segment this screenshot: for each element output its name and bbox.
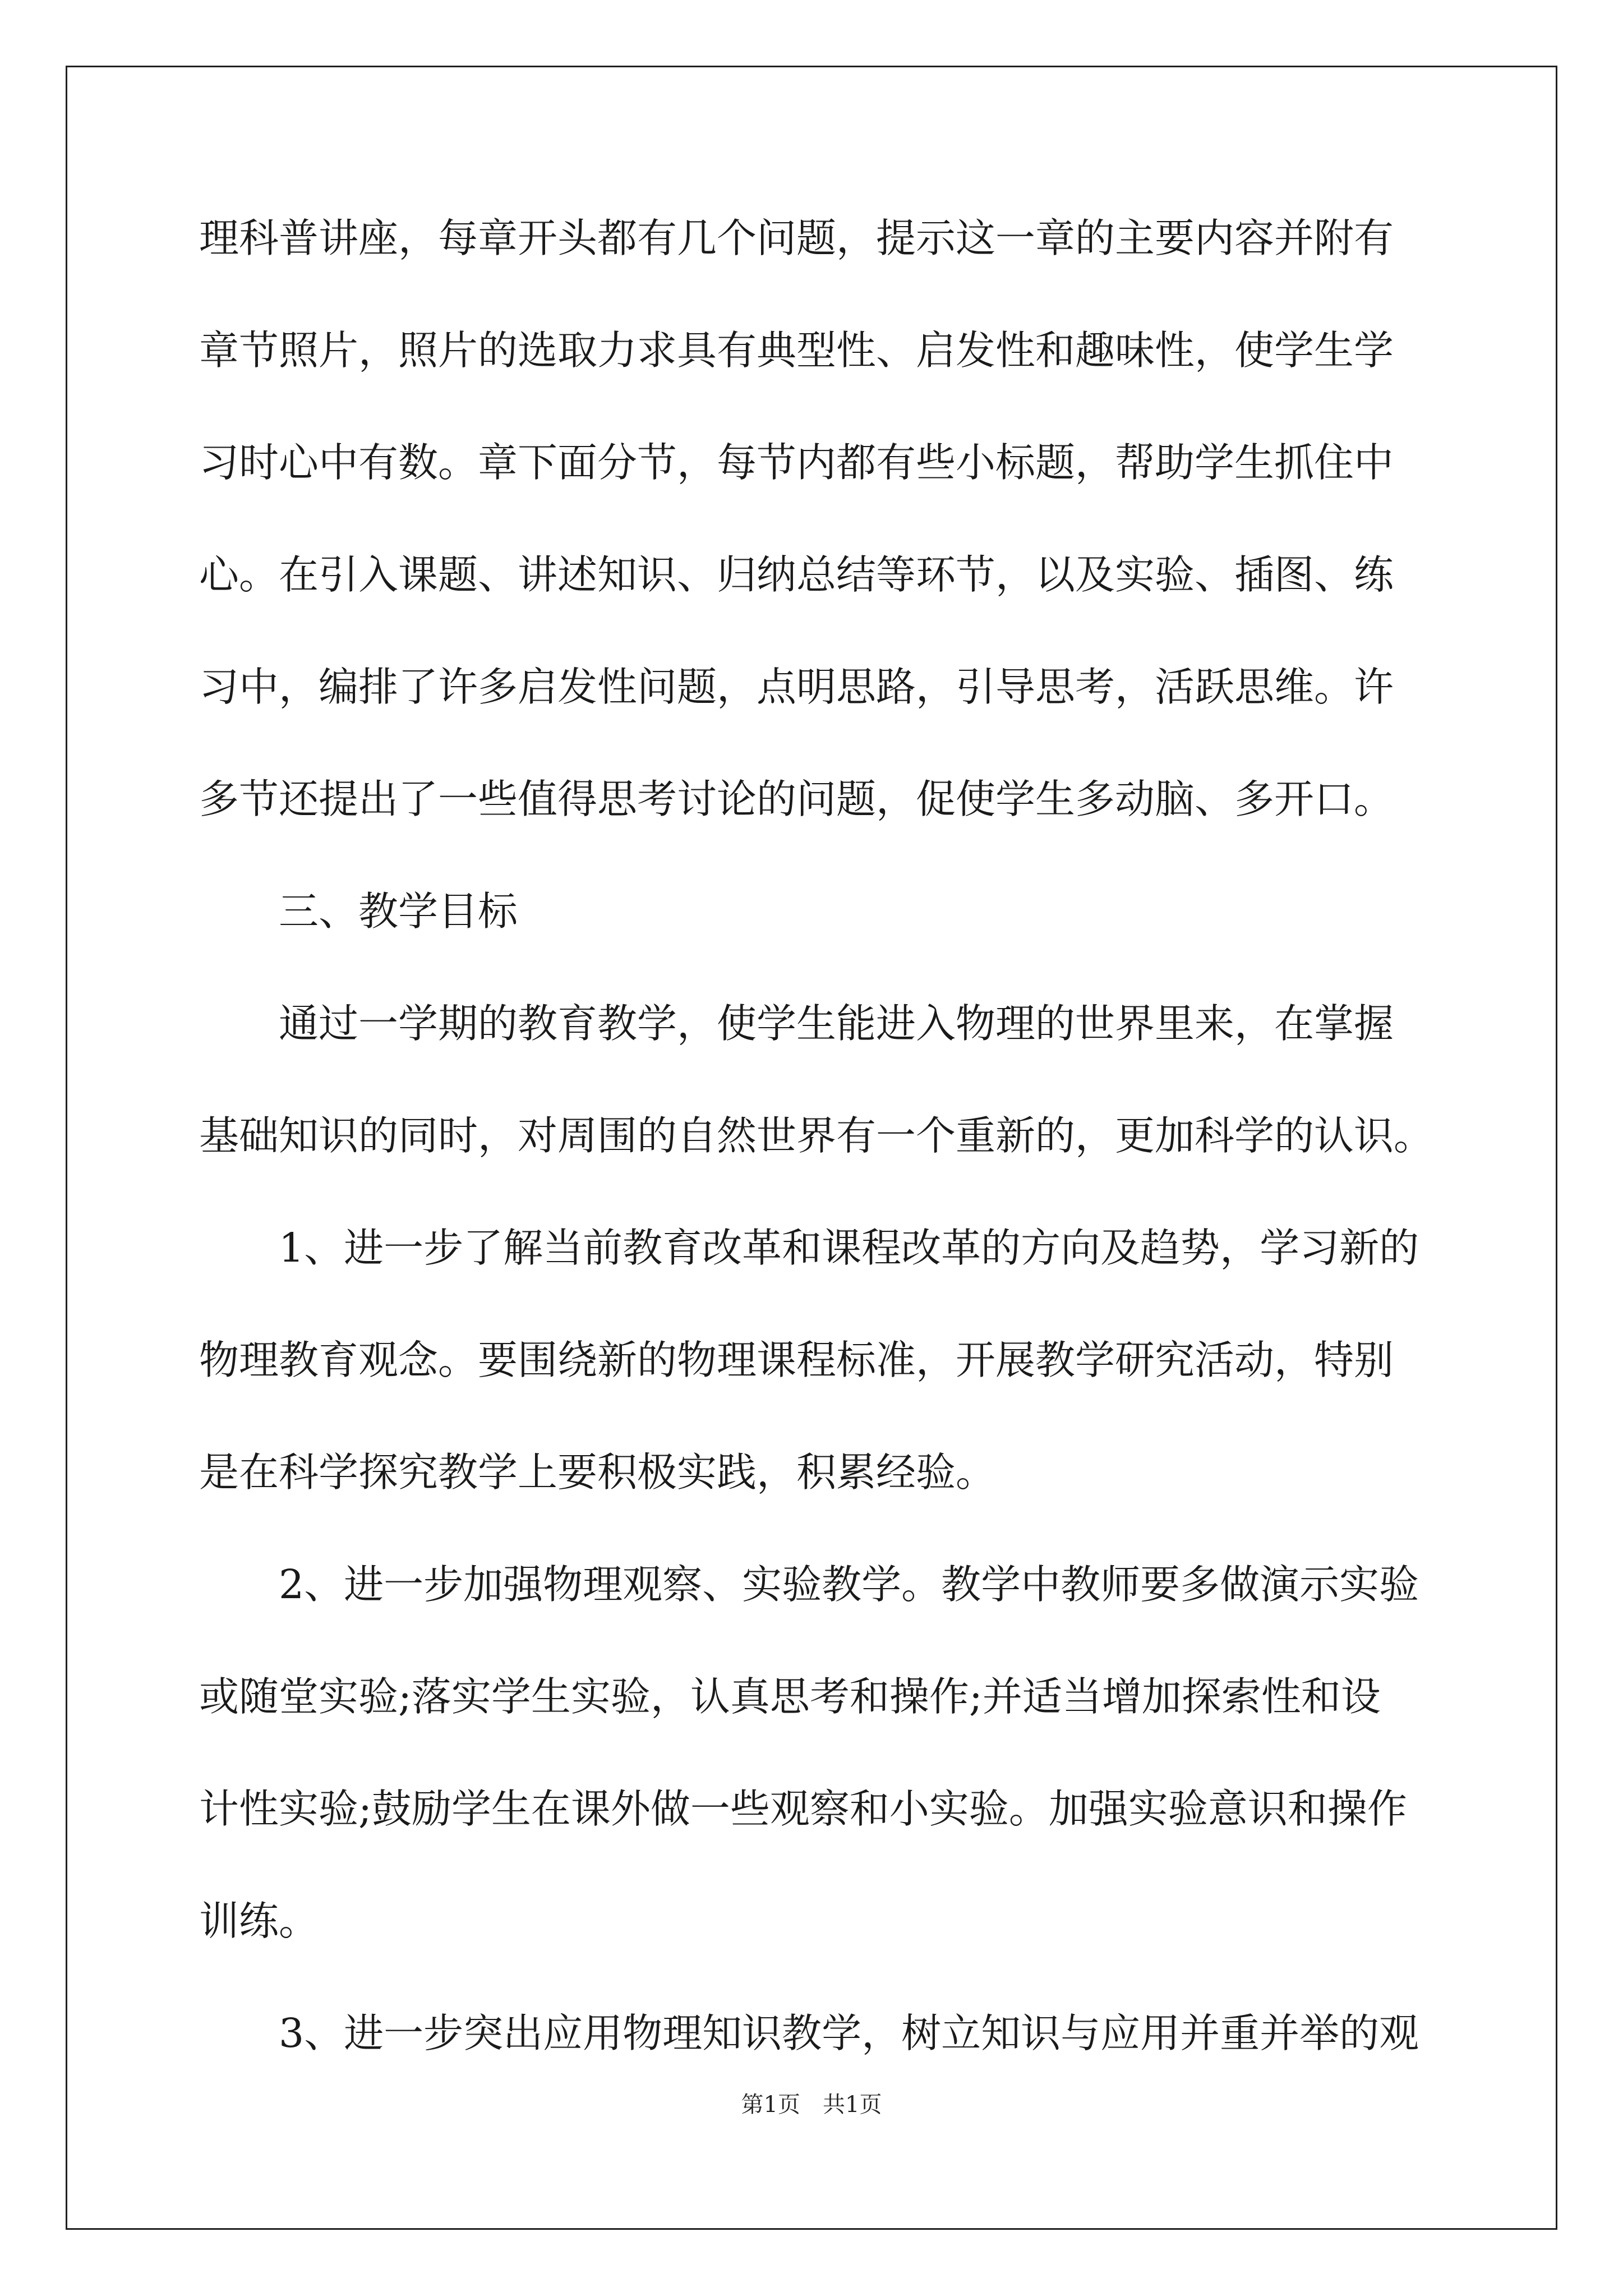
body-line: 多节还提出了一些值得思考讨论的问题，促使学生多动脑、多开口。	[199, 776, 1394, 822]
page-number: 第1页	[741, 2092, 800, 2118]
body-line: 物理教育观念。要围绕新的物理课程标准，开展教学研究活动，特别	[199, 1337, 1394, 1383]
body-line: 习中，编排了许多启发性问题，点明思路，引导思考，活跃思维。许	[199, 664, 1394, 710]
page-footer	[0, 2087, 1623, 2119]
document-body	[199, 202, 1444, 2109]
body-line: 理科普讲座，每章开头都有几个问题，提示这一章的主要内容并附有	[199, 215, 1394, 261]
section-heading: 三、教学目标	[279, 888, 518, 935]
body-line: 计性实验;鼓励学生在课外做一些观察和小实验。加强实验意识和操作	[199, 1786, 1407, 1832]
body-line: 1、进一步了解当前教育改革和课程改革的方向及趋势，学习新的	[279, 1225, 1419, 1271]
page-total: 共1页	[823, 2092, 882, 2118]
body-line: 或随堂实验;落实学生实验，认真思考和操作;并适当增加探索性和设	[199, 1673, 1381, 1720]
body-line: 习时心中有数。章下面分节，每节内都有些小标题，帮助学生抓住中	[199, 439, 1394, 486]
body-line: 章节照片，照片的选取力求具有典型性、启发性和趣味性，使学生学	[199, 327, 1394, 374]
body-line: 是在科学探究教学上要积极实践，积累经验。	[199, 1449, 996, 1496]
body-line: 3、进一步突出应用物理知识教学，树立知识与应用并重并举的观	[279, 2010, 1419, 2056]
body-line: 基础知识的同时，对周围的自然世界有一个重新的，更加科学的认识。	[199, 1112, 1434, 1159]
body-line: 2、进一步加强物理观察、实验教学。教学中教师要多做演示实验	[279, 1561, 1419, 1608]
body-line: 训练。	[199, 1898, 319, 1944]
body-line: 心。在引入课题、讲述知识、归纳总结等环节，以及实验、插图、练	[199, 551, 1394, 598]
body-line: 通过一学期的教育教学，使学生能进入物理的世界里来，在掌握	[279, 1000, 1394, 1047]
